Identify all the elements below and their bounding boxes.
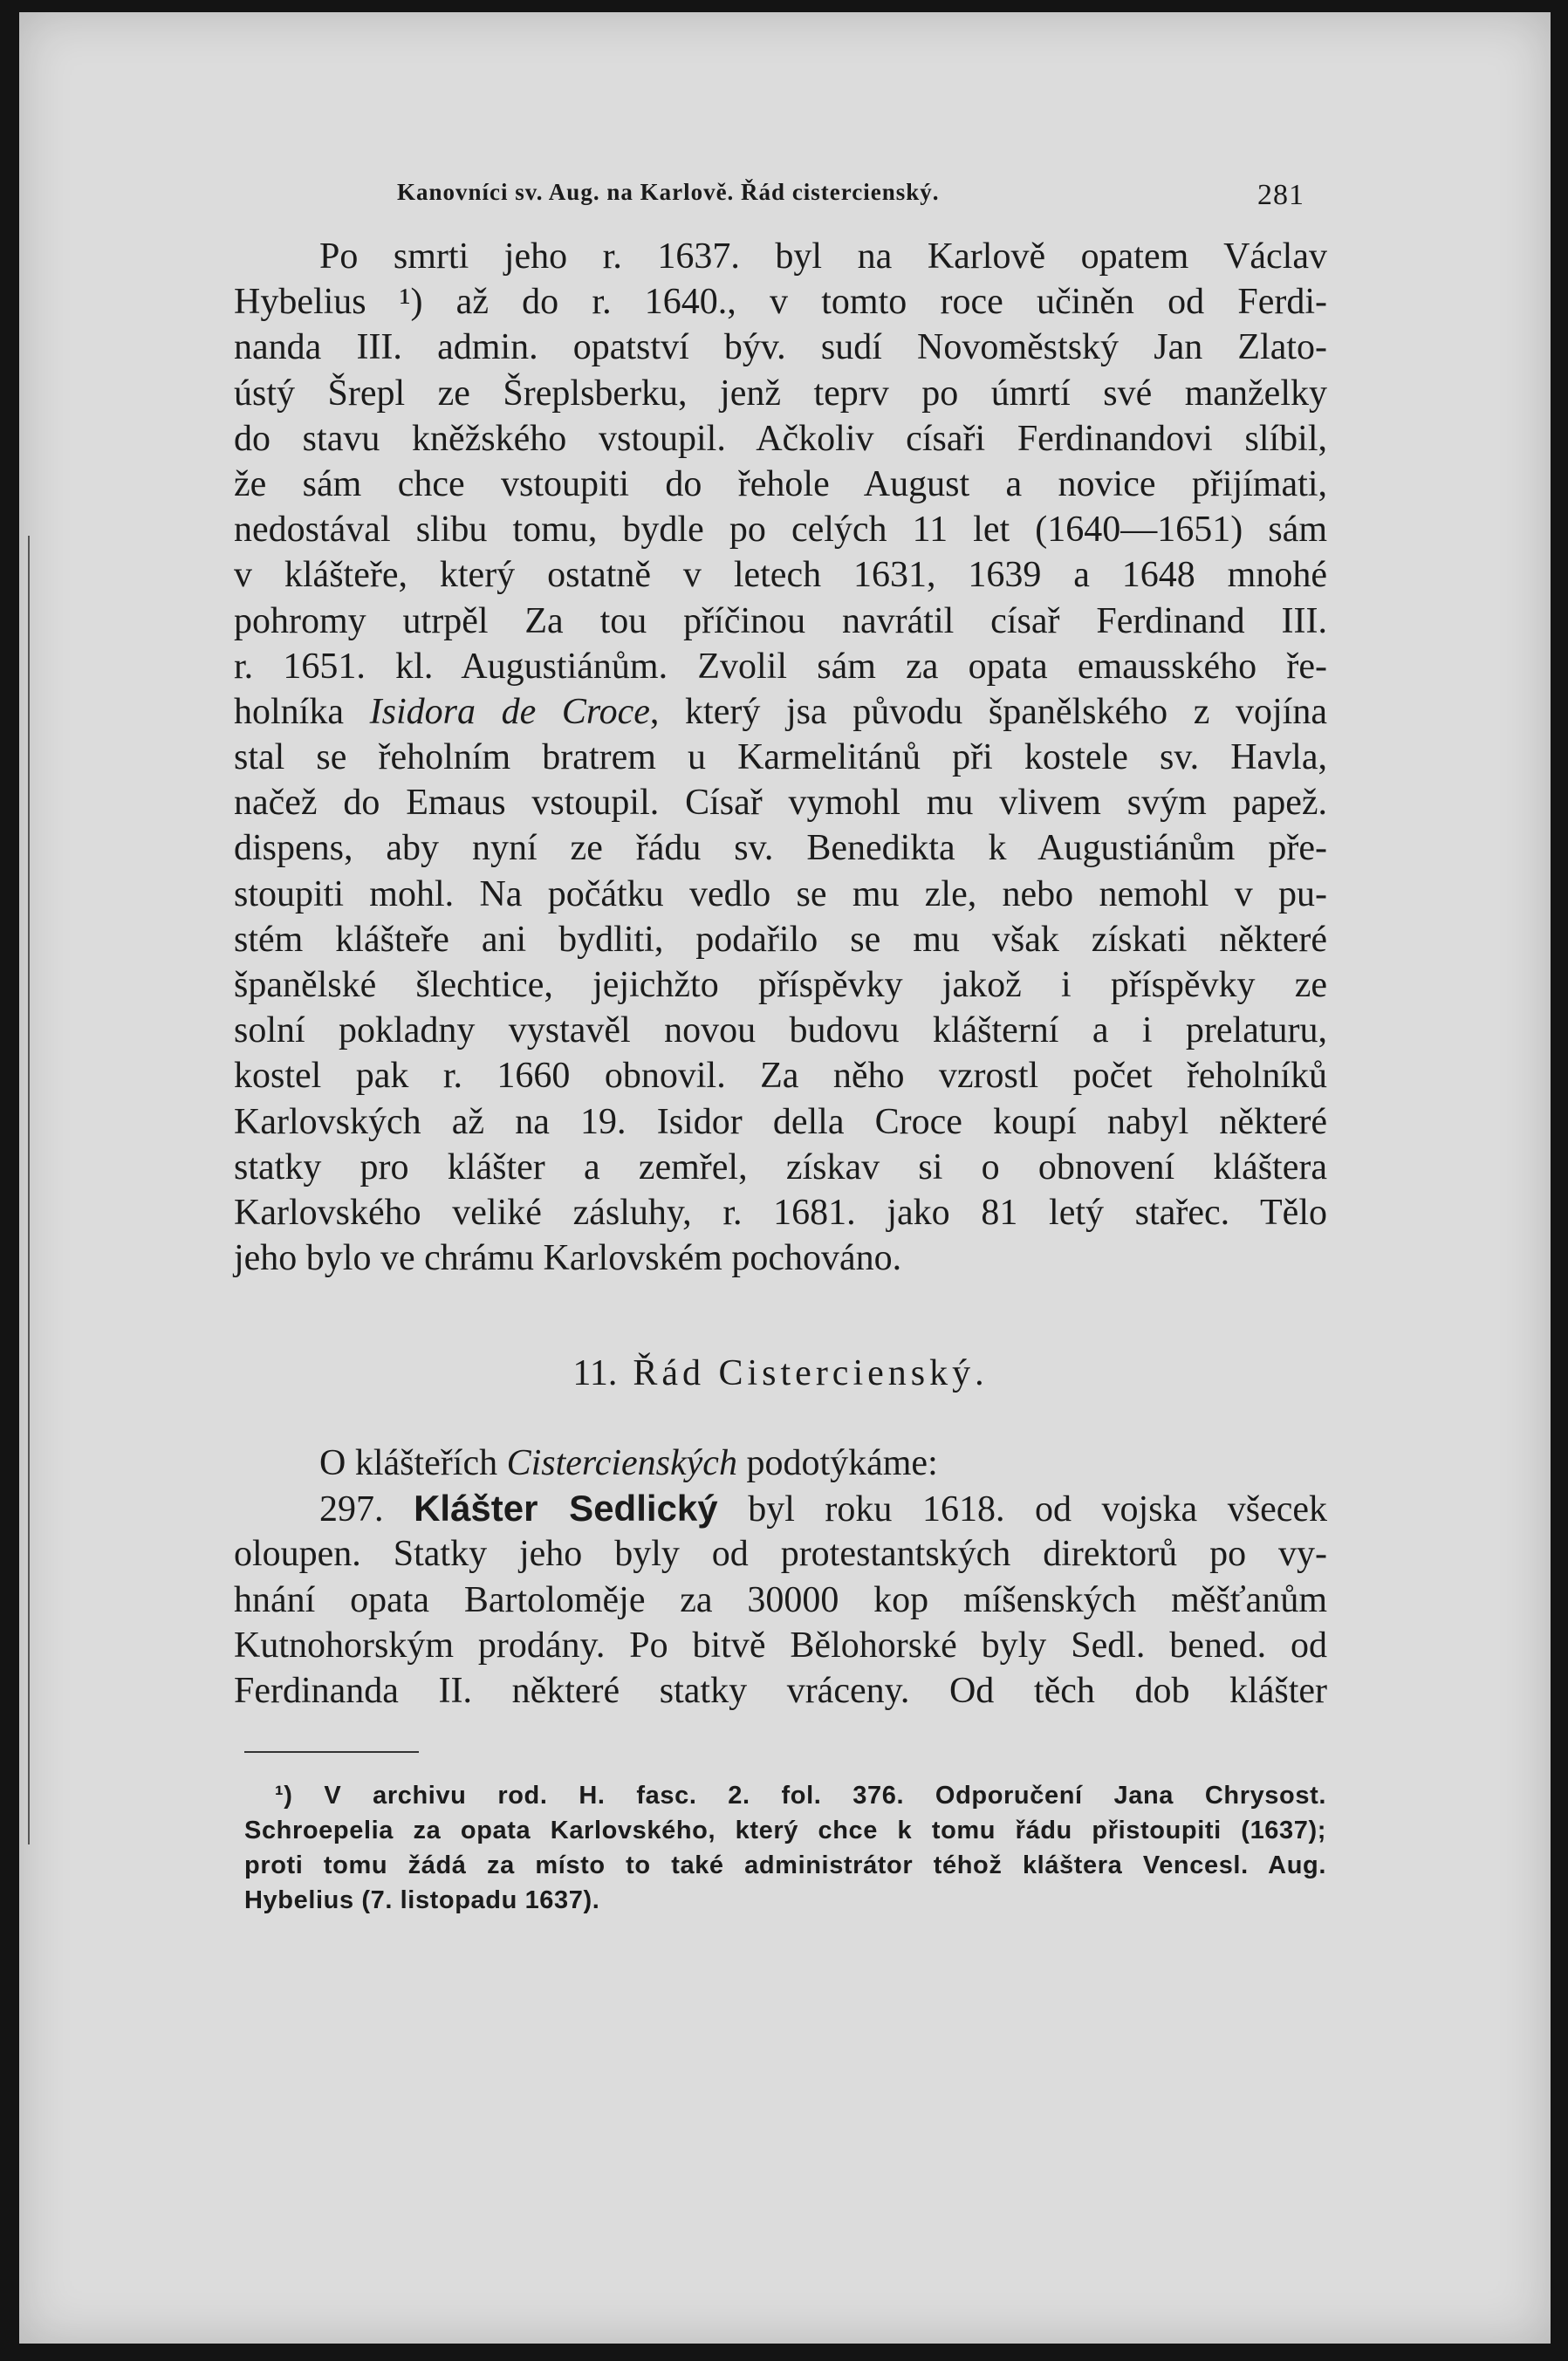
intro-line [234,1441,1327,1487]
text-line: španělské šlechtice, jejichžto příspěvky jakož i příspěvky ze [234,965,1327,1005]
section-heading [234,1352,1327,1394]
text-line: pohromy utrpěl Za tou příčinou navrátil císař Ferdinand III. [234,600,1327,641]
running-title: Kanovníci sv. Aug. na Karlově. Řád cistercienský. [397,179,940,205]
section-title: Řád Cistercienský. [633,1353,989,1393]
intro-suffix: podotýkáme: [736,1443,938,1483]
text-line: stém klášteře ani bydliti, podařilo se mu však získati některé [234,919,1327,960]
text-line: statky pro klášter a zemřel, získav si o obnovení kláštera [234,1146,1327,1187]
text-line: stoupiti mohl. Na počátku vedlo se mu zle, nebo nemohl v pu- [234,873,1327,914]
text-line: kostel pak r. 1660 obnovil. Za něho vzrostl počet řeholníků [234,1056,1327,1097]
text-line: nedostával slibu tomu, bydle po celých 11 let (1640—1651) sám [234,510,1327,551]
item-number: 297. [319,1489,384,1530]
text-line: Ferdinanda II. některé statky vráceny. Od těch dob klášter [234,1670,1327,1711]
text-line: v klášteře, který ostatně v letech 1631, 1639 a 1648 mnohé [234,555,1327,596]
text-line: že sám chce vstoupiti do řehole August a novice přijímati, [234,463,1327,504]
intro-prefix: O klášteřích [319,1443,507,1483]
text-line: stal se řeholním bratrem u Karmelitánů při kostele sv. Havla, [234,737,1327,778]
text-line: r. 1651. kl. Augustiánům. Zvolil sám za opata emausského ře- [234,646,1327,687]
item-title: Klášter Sedlický [414,1488,718,1530]
item-line [234,1487,1327,1532]
paragraph-2 [234,1441,1327,1714]
text-line: do stavu kněžského vstoupil. Ačkoliv císaři Ferdinandovi slíbil, [234,418,1327,459]
text-fragment: holníka [234,691,370,732]
text-line: Karlovských až na 19. Isidor della Croce koupí nabyl některé [234,1101,1327,1142]
binding-edge [28,536,30,1844]
text-line: načež do Emaus vstoupil. Císař vymohl mu vlivem svým papež. [234,783,1327,824]
text-line: Po smrti jeho r. 1637. byl na Karlově opatem Václav [319,236,1327,277]
running-header [397,179,1304,211]
page-number: 281 [1257,179,1304,211]
footnote-line: Schroepelia za opata Karlovského, který chce k tomu řádu přistoupiti (1637); [244,1817,1326,1844]
footnote-line: proti tomu žádá za místo to také administrátor téhož kláštera Vencesl. Aug. [244,1851,1326,1879]
text-fragment: byl roku 1618. od vojska všecek [717,1489,1328,1530]
text-line: dispens, aby nyní ze řádu sv. Benedikta k Augustiánům pře- [234,828,1327,869]
text-line: Hybelius ¹) až do r. 1640., v tomto roce učiněn od Ferdi- [234,282,1327,323]
text-line: oloupen. Statky jeho byly od protestantských direktorů po vy- [234,1534,1327,1575]
footnote-line: Hybelius (7. listopadu 1637). [244,1886,600,1914]
footnote [244,1778,1326,1918]
isidor-name: Isidora de Croce [369,691,650,732]
text-line: ústý Šrepl ze Šreplsberku, jenž teprv po úmrtí své manželky [234,373,1327,414]
text-line: solní pokladny vystavěl novou budovu klášterní a i prelaturu, [234,1010,1327,1051]
text-line: Kutnohorským prodány. Po bitvě Bělohorské byly Sedl. bened. od [234,1625,1327,1666]
section-number: 11. [572,1353,618,1393]
text-line: Karlovského veliké zásluhy, r. 1681. jako 81 letý stařec. Tělo [234,1192,1327,1233]
footnote-line: ¹) V archivu rod. H. fasc. 2. fol. 376. Odporučení Jana Chrysost. [275,1782,1326,1810]
text-line: jeho bylo ve chrámu Karlovském pochováno. [234,1238,902,1279]
text-fragment: , který jsa původu španělského z vojína [649,691,1327,732]
text-line-isidor [234,689,1327,735]
footnote-rule [244,1751,419,1753]
intro-italic: Cistercienských [506,1443,737,1483]
text-line: nanda III. admin. opatství býv. sudí Novoměstský Jan Zlato- [234,327,1327,368]
text-line: hnání opata Bartoloměje za 30000 kop míšenských měšťanům [234,1579,1327,1620]
paragraph-1 [234,234,1327,1281]
